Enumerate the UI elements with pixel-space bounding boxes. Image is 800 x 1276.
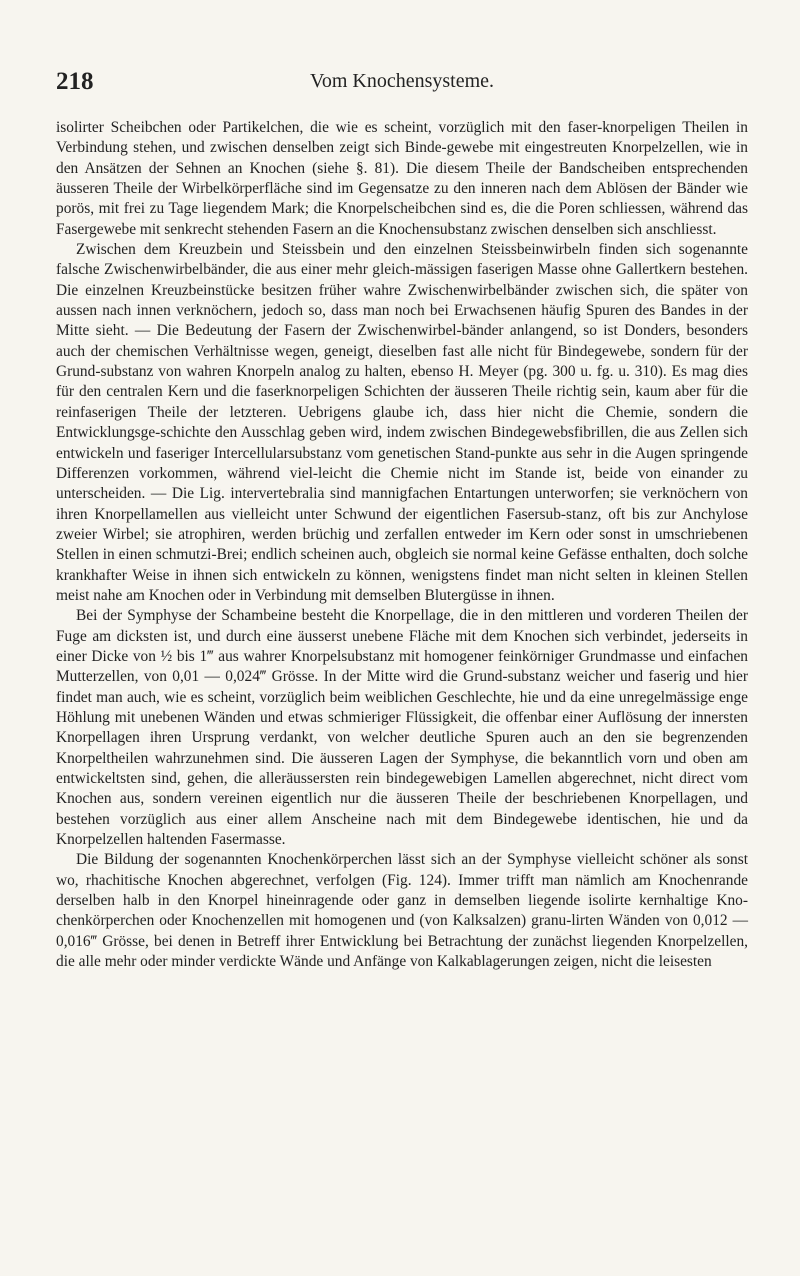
page-number: 218 [56, 68, 94, 95]
paragraph-1: isolirter Scheibchen oder Partikelchen, die wie es scheint, vorzüglich mit den faser-knorpeligen Theilen in Verbindung stehen, und zwischen denselben zeigt sich Binde-gewebe mit eingestreuten Knorpelzellen, wie in den Ansätzen der Sehnen an Knochen (siehe §. 81). Die diesem Theile der Bandscheiben entsprechenden äusseren Theile der Wirbelkörperfläche sind im Gegensatze zu den inneren nach dem Ablösen der Bänder wie porös, mit frei zu Tage liegendem Mark; die Knorpelscheibchen sind es, die die Poren schliessen, während das Fasergewebe mit senkrecht stehenden Fasern an die Knochensubstanz zwischen denselben sich anschliesst. [56, 119, 748, 238]
running-head: Vom Knochensysteme. [309, 70, 495, 92]
paragraph-4: Die Bildung der sogenannten Knochenkörperchen lässt sich an der Symphyse vielleicht schöner als sonst wo, rhachitische Knochen abgerechnet, verfolgen (Fig. 124). Immer trifft man nämlich am Knochenrande derselben halb in den Knorpel hineinragende oder ganz in demselben liegende isolirte kernhaltige Kno-chenkörperchen oder Knochenzellen mit homogenen und (von Kalksalzen) granu-lirten Wänden von 0,012 — 0,016‴ Grösse, bei denen in Betreff ihrer Entwicklung bei Betrachtung der zunächst liegenden Knorpelzellen, die alle mehr oder minder verdickte Wände und Anfänge von Kalkablagerungen zeigen, nicht die leisesten [56, 851, 748, 971]
page-header [56, 68, 748, 94]
paragraph-2: Zwischen dem Kreuzbein und Steissbein und den einzelnen Steissbeinwirbeln finden sich sogenannte falsche Zwischenwirbelbänder, die aus einer mehr gleich-mässigen faserigen Masse ohne Gallertkern bestehen. Die einzelnen Kreuzbeinstücke besitzen früher wahre Zwischenwirbelbänder zwischen sich, die später von aussen nach innen verknöchern, jedoch so, dass man noch bei Erwachsenen häufig Spuren des Bandes in der Mitte sieht. — Die Bedeutung der Fasern der Zwischenwirbel-bänder anlangend, so ist Donders, besonders auch der chemischen Verhältnisse wegen, geneigt, dieselben fast alle nicht für Bindegewebe, sondern für der Grund-substanz von wahren Knorpeln analog zu halten, ebenso H. Meyer (pg. 300 u. fg. u. 310). Es mag dies für den centralen Kern und die faserknorpeligen Schichten der äusseren Theile richtig sein, kaum aber für die reinfaserigen Theile der letzteren. Uebrigens glaube ich, dass hier nicht die Chemie, sondern die Entwicklungsge-schichte den Ausschlag geben wird, indem zwischen Bindegewebsfibrillen, die aus Zellen sich entwickeln und faseriger Intercellularsubstanz vom genetischen Stand-punkte aus sehr in die Augen springende Differenzen vorkommen, während viel-leicht die Chemie nicht im Stande ist, beide von einander zu unterscheiden. — Die Lig. intervertebralia sind mannigfachen Entartungen unterworfen; sie verknöchern von ihren Knorpellamellen aus vielleicht unter Schwund der eigentlichen Fasersub-stanz, oft bis zur Anchylose zweier Wirbel; sie atrophiren, werden brüchig und zerfallen entweder im Kern oder sonst in umschriebenen Stellen in einen schmutzi-Brei; endlich scheinen auch, obgleich sie normal keine Gefässe enthalten, doch solche krankhafter Weise in ihnen sich entwickeln zu können, wenigstens findet man nicht selten in kleinen Stellen meist nahe am Knochen oder in Verbindung mit demselben Blutergüsse in ihnen. [56, 241, 748, 604]
body-text [56, 118, 748, 972]
paragraph-3: Bei der Symphyse der Schambeine besteht die Knorpellage, die in den mittleren und vorderen Theilen der Fuge am dicksten ist, und durch eine äusserst unebene Fläche mit dem Knochen sich verbindet, jederseits in einer Dicke von ½ bis 1‴ aus wahrer Knorpelsubstanz mit homogener feinkörniger Grundmasse und einfachen Mutterzellen, von 0,01 — 0,024‴ Grösse. In der Mitte wird die Grund-substanz weicher und faserig und hier findet man auch, wie es scheint, vorzüglich beim weiblichen Geschlechte, hie und da eine unregelmässige enge Höhlung mit unebenen Wänden und etwas schmieriger Flüssigkeit, die offenbar einer Auflösung der innersten Knorpellagen ihren Ursprung verdankt, von welcher deutliche Spuren auch an den sie begrenzenden Knorpeltheilen wahrzunehmen sind. Die äusseren Lagen der Symphyse, die bekanntlich vorn und oben am entwickeltsten sind, gehen, die alleräussersten rein bindegewebigen Lamellen abgerechnet, nicht direct vom Knochen aus, sondern vereinen eigentlich nur die äusseren Theile der beschriebenen Knorpellagen, und bestehen vorzüglich aus einer allem Anscheine nach mit dem Bindegewebe identischen, hie und da Knorpelzellen haltenden Fasermasse. [56, 607, 748, 849]
